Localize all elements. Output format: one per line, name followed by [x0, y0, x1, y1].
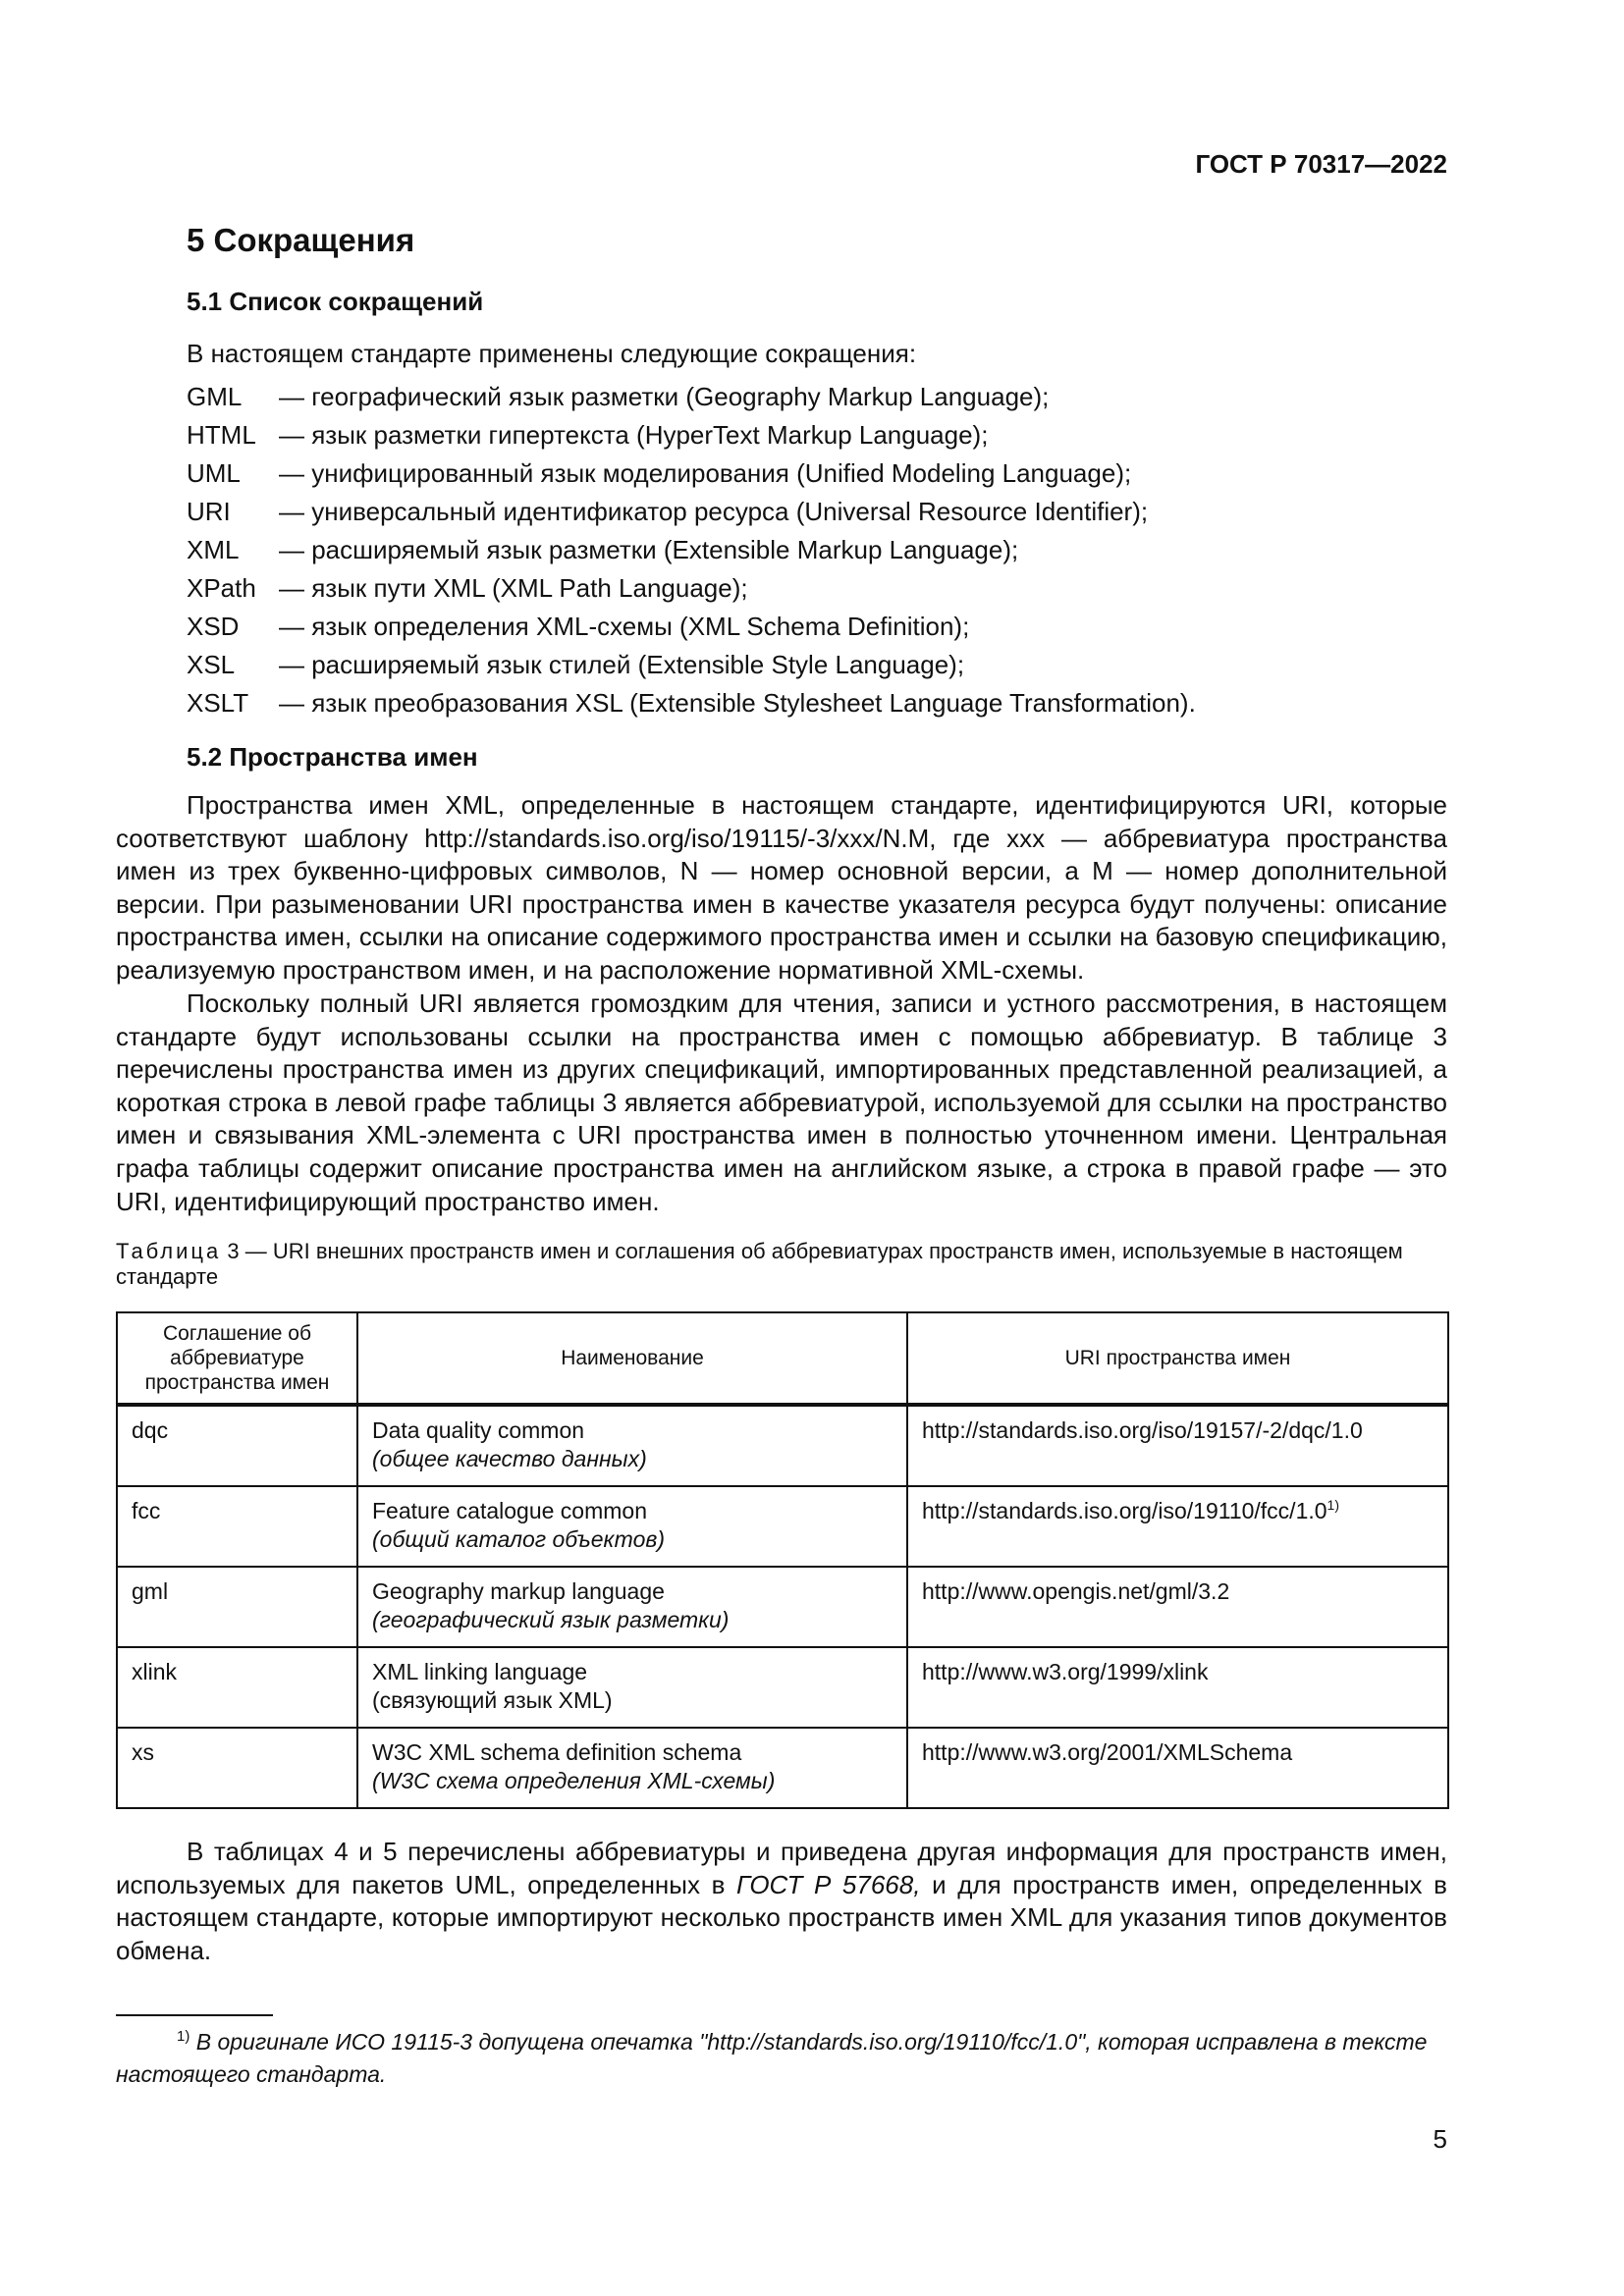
abbreviation-item [187, 608, 1196, 646]
table-caption-text: 3 — URI внешних пространств имен и соглашения об аббревиатурах пространств имен, используемые в настоящем стандарте [116, 1239, 1403, 1289]
abbreviation-item [187, 416, 1196, 454]
cell-abbreviation: xlink [117, 1647, 357, 1728]
table-row [117, 1567, 1448, 1647]
abbreviation-definition: — унифицированный язык моделирования (Unified Modeling Language); [279, 458, 1132, 488]
abbreviation-code: XSLT [187, 688, 249, 718]
abbreviation-code: GML [187, 382, 243, 411]
table-row [117, 1486, 1448, 1567]
footnote-separator [116, 2014, 273, 2016]
footnote-reference: 1) [1326, 1497, 1339, 1513]
cell-abbreviation: fcc [117, 1486, 357, 1567]
cell-abbreviation: xs [117, 1728, 357, 1808]
namespace-uri: http://standards.iso.org/iso/19157/-2/dqc/1.0 [922, 1417, 1363, 1443]
paragraph-text-start: В таблицах 4 и 5 перечислены аббревиатуры и приведена другая информация для пространств имен, используемых для пакетов UML, определенных в [116, 1837, 1447, 1899]
cell-name [357, 1486, 907, 1567]
abbreviations-intro: В настоящем стандарте применены следующие сокращения: [187, 339, 917, 368]
namespace-table [116, 1311, 1449, 1809]
section-title: 5 Сокращения [187, 222, 415, 258]
page-number: 5 [1433, 2124, 1447, 2154]
namespace-uri: http://www.w3.org/2001/XMLSchema [922, 1739, 1293, 1765]
abbreviation-definition: — язык преобразования XSL (Extensible Stylesheet Language Transformation). [279, 688, 1196, 718]
footnote [116, 2026, 1447, 2091]
footnote-mark: 1) [177, 2028, 190, 2045]
name-russian: (связующий язык XML) [372, 1687, 613, 1713]
cell-name [357, 1567, 907, 1647]
cell-abbreviation: gml [117, 1567, 357, 1647]
cell-abbreviation: dqc [117, 1405, 357, 1486]
abbreviation-definition: — язык определения XML-схемы (XML Schema Definition); [279, 612, 970, 641]
table-caption [116, 1239, 1447, 1290]
name-english: Geography markup language [372, 1578, 665, 1604]
paragraph-text-end: и для пространств имен, определенных в настоящем стандарте, которые импортируют несколько пространств имен XML для указания типов документов обмена. [116, 1869, 1447, 1965]
name-russian: (общее качество данных) [372, 1446, 647, 1471]
cell-uri [907, 1567, 1448, 1647]
abbreviation-item [187, 378, 1196, 416]
table-caption-label: Таблица [116, 1239, 222, 1263]
abbreviation-item [187, 493, 1196, 531]
tables-4-5-paragraph [116, 1836, 1447, 1967]
table-row [117, 1405, 1448, 1486]
name-english: Feature catalogue common [372, 1498, 647, 1523]
abbreviation-code: HTML [187, 420, 256, 450]
abbreviation-list [187, 378, 1196, 722]
cell-name [357, 1728, 907, 1808]
name-russian: (географический язык разметки) [372, 1607, 730, 1632]
namespace-uri: http://standards.iso.org/iso/19110/fcc/1.0 [922, 1498, 1327, 1523]
abbreviation-item [187, 454, 1196, 493]
footnote-text: В оригинале ИСО 19115-3 допущена опечатка "http://standards.iso.org/19110/fcc/1.0", которая исправлена в тексте настоящего стандарта. [116, 2029, 1428, 2087]
abbreviation-code: URI [187, 497, 231, 526]
cell-uri [907, 1405, 1448, 1486]
name-english: XML linking language [372, 1659, 588, 1684]
name-english: W3C XML schema definition schema [372, 1739, 742, 1765]
abbreviation-definition: — язык разметки гипертекста (HyperText Markup Language); [279, 420, 989, 450]
namespaces-paragraph-2: Поскольку полный URI является громоздким для чтения, записи и устного рассмотрения, в настоящем стандарте будут использованы ссылки на пространства имен с помощью аббревиатур. В таблице 3 перечислены пространства имен из других спецификаций, импортированных представленной реализацией, а короткая строка в левой графе таблицы 3 является аббревиатурой, используемой для ссылки на пространство имен и связывания XML-элемента с URI пространства имен в полностью уточненном имени. Центральная графа таблицы содержит описание пространства имен на английском языке, а строка в правой графе — это URI, идентифицирующий пространство имен. [116, 988, 1447, 1216]
abbreviation-item [187, 684, 1196, 722]
standard-reference: ГОСТ Р 57668, [736, 1869, 921, 1899]
abbreviation-definition: — язык пути XML (XML Path Language); [279, 573, 748, 603]
name-russian: (W3C схема определения XML-схемы) [372, 1768, 776, 1793]
subsection-title-namespaces: 5.2 Пространства имен [187, 742, 478, 772]
abbreviation-definition: — расширяемый язык стилей (Extensible Style Language); [279, 650, 965, 679]
cell-name [357, 1405, 907, 1486]
abbreviation-item [187, 646, 1196, 684]
cell-uri [907, 1486, 1448, 1567]
table-header-row [117, 1312, 1448, 1405]
namespace-uri: http://www.w3.org/1999/xlink [922, 1659, 1209, 1684]
table-row [117, 1728, 1448, 1808]
name-english: Data quality common [372, 1417, 585, 1443]
namespaces-paragraph-1: Пространства имен XML, определенные в настоящем стандарте, идентифицируются URI, которые соответствуют шаблону http://standards.iso.org/iso/19115/-3/xxx/N.M, где xxx — аббревиатура пространства имен из трех буквенно-цифровых символов, N — номер основной версии, а M — номер дополнительной версии. При разыменовании URI пространства имен в качестве указателя ресурса будут получены: описание пространства имен, ссылки на описание содержимого пространства имен и ссылки на базовую спецификацию, реализуемую пространством имен, и на расположение нормативной XML-схемы. [116, 790, 1447, 985]
abbreviation-item [187, 569, 1196, 608]
cell-uri [907, 1647, 1448, 1728]
abbreviation-definition: — расширяемый язык разметки (Extensible Markup Language); [279, 535, 1019, 564]
abbreviation-definition: — географический язык разметки (Geography Markup Language); [279, 382, 1050, 411]
header-name: Наименование [357, 1312, 907, 1405]
header-uri: URI пространства имен [907, 1312, 1448, 1405]
cell-uri [907, 1728, 1448, 1808]
abbreviation-code: UML [187, 458, 241, 488]
subsection-title-abbreviations: 5.1 Список сокращений [187, 287, 484, 316]
table-row [117, 1647, 1448, 1728]
namespace-uri: http://www.opengis.net/gml/3.2 [922, 1578, 1230, 1604]
document-code-header: ГОСТ Р 70317—2022 [1195, 149, 1447, 179]
cell-name [357, 1647, 907, 1728]
abbreviation-definition: — универсальный идентификатор ресурса (Universal Resource Identifier); [279, 497, 1149, 526]
abbreviation-code: XSD [187, 612, 240, 641]
abbreviation-code: XSL [187, 650, 236, 679]
abbreviation-code: XPath [187, 573, 256, 603]
abbreviation-item [187, 531, 1196, 569]
header-abbreviation: Соглашение об аббревиатуре пространства имен [117, 1312, 357, 1405]
abbreviation-code: XML [187, 535, 240, 564]
name-russian: (общий каталог объектов) [372, 1526, 666, 1552]
